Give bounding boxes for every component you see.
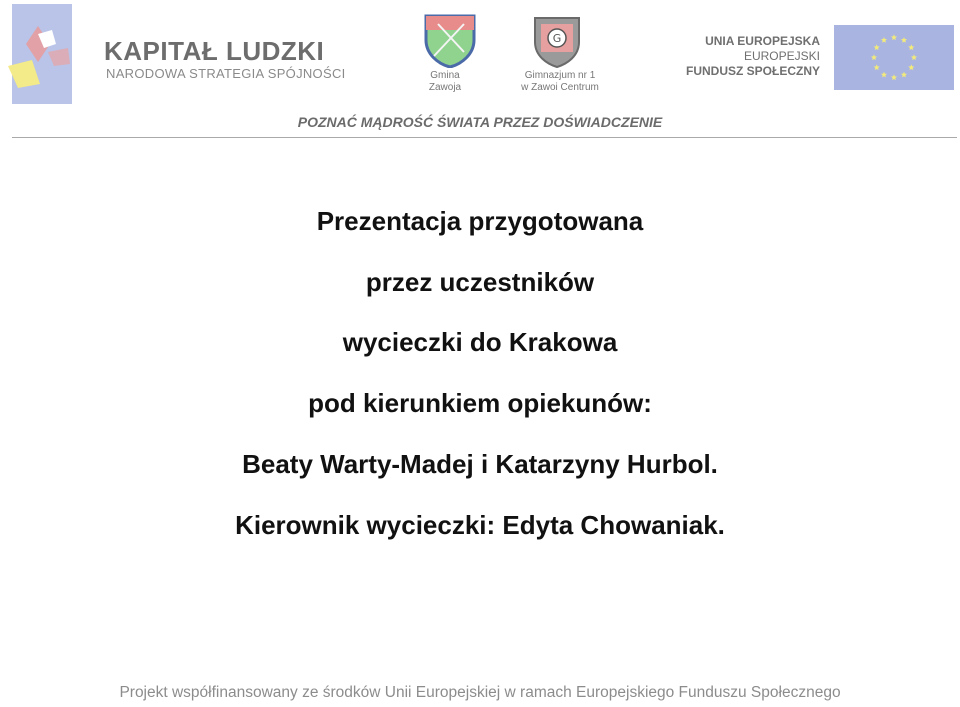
ue-line1: UNIA EUROPEJSKA — [705, 34, 820, 48]
body-line-4: pod kierunkiem opiekunów: — [308, 388, 652, 418]
ue-line3: FUNDUSZ SPOŁECZNY — [685, 64, 820, 78]
footer-funding-note: Projekt współfinansowany ze środków Unii Europejskiej w ramach Europejskiego Funduszu Społecznego — [119, 684, 841, 701]
ue-text-block — [648, 34, 820, 79]
body-line-5: Beaty Warty-Madej i Katarzyny Hurbol. — [242, 449, 718, 479]
body-line-1: Prezentacja przygotowana — [316, 206, 644, 236]
body-line-6: Kierownik wycieczki: Edyta Chowaniak. — [235, 510, 725, 540]
body-line-2: przez uczestników — [365, 267, 595, 297]
eu-flag-icon — [834, 25, 954, 90]
gmina-caption-line1: Gmina — [430, 70, 460, 81]
project-motto: POZNAĆ MĄDROŚĆ ŚWIATA PRZEZ DOŚWIADCZENIE — [297, 114, 663, 130]
gimnazjum-caption — [505, 70, 615, 94]
gimnazjum-caption-line1: Gimnazjum nr 1 — [524, 70, 596, 81]
gimnazjum-crest-icon — [527, 12, 587, 68]
ue-line2: EUROPEJSKI — [743, 49, 820, 63]
body-line-3: wycieczki do Krakowa — [342, 327, 618, 357]
kapital-ludzki-subtitle: NARODOWA STRATEGIA SPÓJNOŚCI — [106, 66, 346, 81]
gmina-caption — [408, 70, 482, 94]
gmina-caption-line2: Zawoja — [428, 82, 462, 93]
svg-text:G: G — [552, 32, 562, 45]
header-divider — [12, 137, 957, 138]
gimnazjum-caption-line2: w Zawoi Centrum — [521, 82, 599, 93]
kapital-ludzki-title: KAPITAŁ LUDZKI — [104, 36, 325, 66]
kapital-ludzki-logo-icon — [8, 4, 78, 104]
gmina-zawoja-crest-icon — [420, 12, 480, 68]
